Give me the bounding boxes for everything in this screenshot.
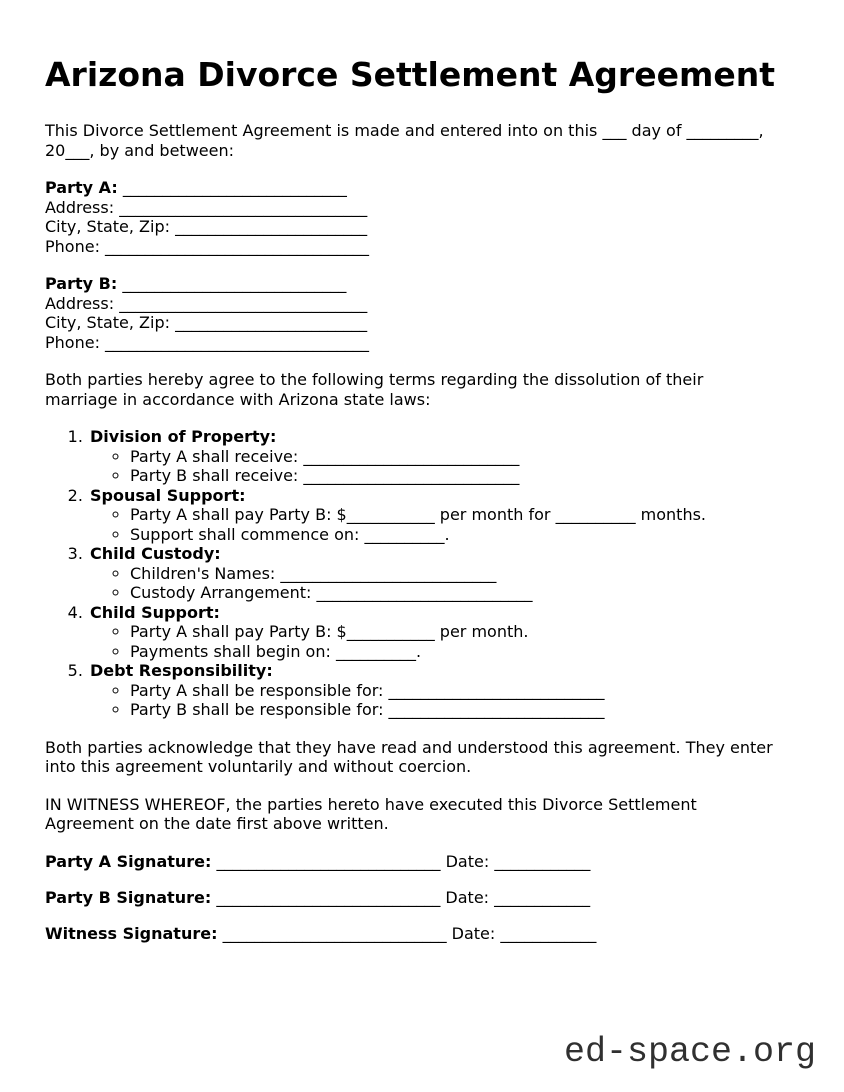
site-watermark: ed-space.org: [563, 1032, 816, 1072]
date-label: Date:: [445, 887, 490, 907]
date-blank: ____________: [494, 851, 591, 871]
party-b-section: [45, 274, 810, 352]
city-state-zip-label: City, State, Zip:: [45, 313, 171, 332]
party-b-city-state-zip-line: [45, 313, 810, 333]
term-subitem: ◦ Children's Names: ___________________________: [130, 564, 810, 584]
intro-line: This Divorce Settlement Agreement is made and entered into on this ___ day of _________,: [45, 121, 764, 140]
term-subitem: ◦ Payments shall begin on: __________.: [130, 642, 810, 662]
party-a-city-state-zip-line: [45, 217, 810, 237]
party-a-name-line: [45, 178, 810, 198]
phone-blank: _________________________________: [105, 332, 370, 352]
term-division-of-property: [88, 427, 810, 486]
term-title: Child Custody:: [90, 544, 221, 563]
page-title: Arizona Divorce Settlement Agreement: [45, 55, 775, 94]
term-subitem: ◦ Party A shall pay Party B: $___________ per month.: [130, 622, 810, 642]
city-state-zip-blank: ________________________: [175, 217, 368, 236]
address-blank: _______________________________: [119, 197, 368, 217]
party-a-name-blank: ____________________________: [122, 178, 347, 197]
party-a-phone-line: [45, 237, 810, 257]
city-state-zip-label: City, State, Zip:: [45, 217, 171, 236]
phone-blank: _________________________________: [105, 236, 370, 256]
date-blank: ____________: [494, 887, 591, 907]
date-blank: ____________: [500, 923, 597, 943]
term-child-support: [88, 603, 810, 662]
acknowledgment-line: into this agreement voluntarily and without coercion.: [45, 757, 472, 776]
term-subitems: [90, 622, 810, 661]
term-spousal-support: [88, 486, 810, 545]
witness-clause-line: Agreement on the date first above written.: [45, 814, 389, 833]
party-a-signature-label: Party A Signature:: [45, 851, 212, 871]
term-subitem: ◦ Party B shall receive: ___________________________: [130, 466, 810, 486]
term-subitem: ◦ Party A shall be responsible for: ___________________________: [130, 681, 810, 701]
party-a-signature-blank: ____________________________: [216, 851, 441, 871]
party-b-signature-row: [45, 888, 810, 908]
date-label: Date:: [445, 851, 490, 871]
term-subitem: ◦ Party A shall receive: ___________________________: [130, 447, 810, 467]
city-state-zip-blank: ________________________: [175, 313, 368, 332]
witness-clause-paragraph: [45, 795, 810, 834]
party-a-address-line: [45, 198, 810, 218]
term-subitems: [90, 564, 810, 603]
phone-label: Phone:: [45, 332, 100, 352]
term-debt-responsibility: [88, 661, 810, 720]
term-subitems: [90, 505, 810, 544]
term-subitem: ◦ Party A shall pay Party B: $___________ per month for __________ months.: [130, 505, 810, 525]
term-subitems: [90, 681, 810, 720]
party-a-label: Party A:: [45, 178, 118, 197]
address-blank: _______________________________: [119, 293, 368, 313]
party-a-section: [45, 178, 810, 256]
party-b-address-line: [45, 294, 810, 314]
terms-intro-line: Both parties hereby agree to the following terms regarding the dissolution of their: [45, 370, 704, 389]
party-a-signature-row: [45, 852, 810, 872]
witness-signature-row: [45, 924, 810, 944]
term-title: Spousal Support:: [90, 485, 246, 505]
acknowledgment-line: Both parties acknowledge that they have read and understood this agreement. They enter: [45, 737, 773, 757]
party-b-name-blank: ____________________________: [122, 274, 347, 293]
terms-intro-paragraph: [45, 370, 810, 409]
party-b-name-line: [45, 274, 810, 294]
witness-signature-label: Witness Signature:: [45, 923, 218, 943]
address-label: Address:: [45, 293, 115, 313]
phone-label: Phone:: [45, 236, 100, 256]
party-b-signature-blank: ____________________________: [216, 887, 441, 907]
term-title: Debt Responsibility:: [90, 661, 273, 680]
term-subitem: ◦ Custody Arrangement: ___________________________: [130, 583, 810, 603]
term-subitems: [90, 447, 810, 486]
date-label: Date:: [451, 923, 496, 943]
terms-intro-line: marriage in accordance with Arizona state laws:: [45, 389, 431, 409]
term-subitem: ◦ Support shall commence on: __________.: [130, 525, 810, 545]
address-label: Address:: [45, 197, 115, 217]
party-b-phone-line: [45, 333, 810, 353]
terms-list: [45, 427, 810, 720]
witness-clause-line: IN WITNESS WHEREOF, the parties hereto have executed this Divorce Settlement: [45, 794, 697, 814]
intro-paragraph: [45, 121, 810, 160]
witness-signature-blank: ____________________________: [222, 923, 447, 943]
intro-line: 20___, by and between:: [45, 140, 235, 160]
term-title: Child Support:: [90, 602, 220, 622]
party-b-signature-label: Party B Signature:: [45, 887, 212, 907]
term-subitem: ◦ Party B shall be responsible for: ___________________________: [130, 700, 810, 720]
party-b-label: Party B:: [45, 274, 118, 293]
term-child-custody: [88, 544, 810, 603]
term-title: Division of Property:: [90, 427, 277, 446]
acknowledgment-paragraph: [45, 738, 810, 777]
